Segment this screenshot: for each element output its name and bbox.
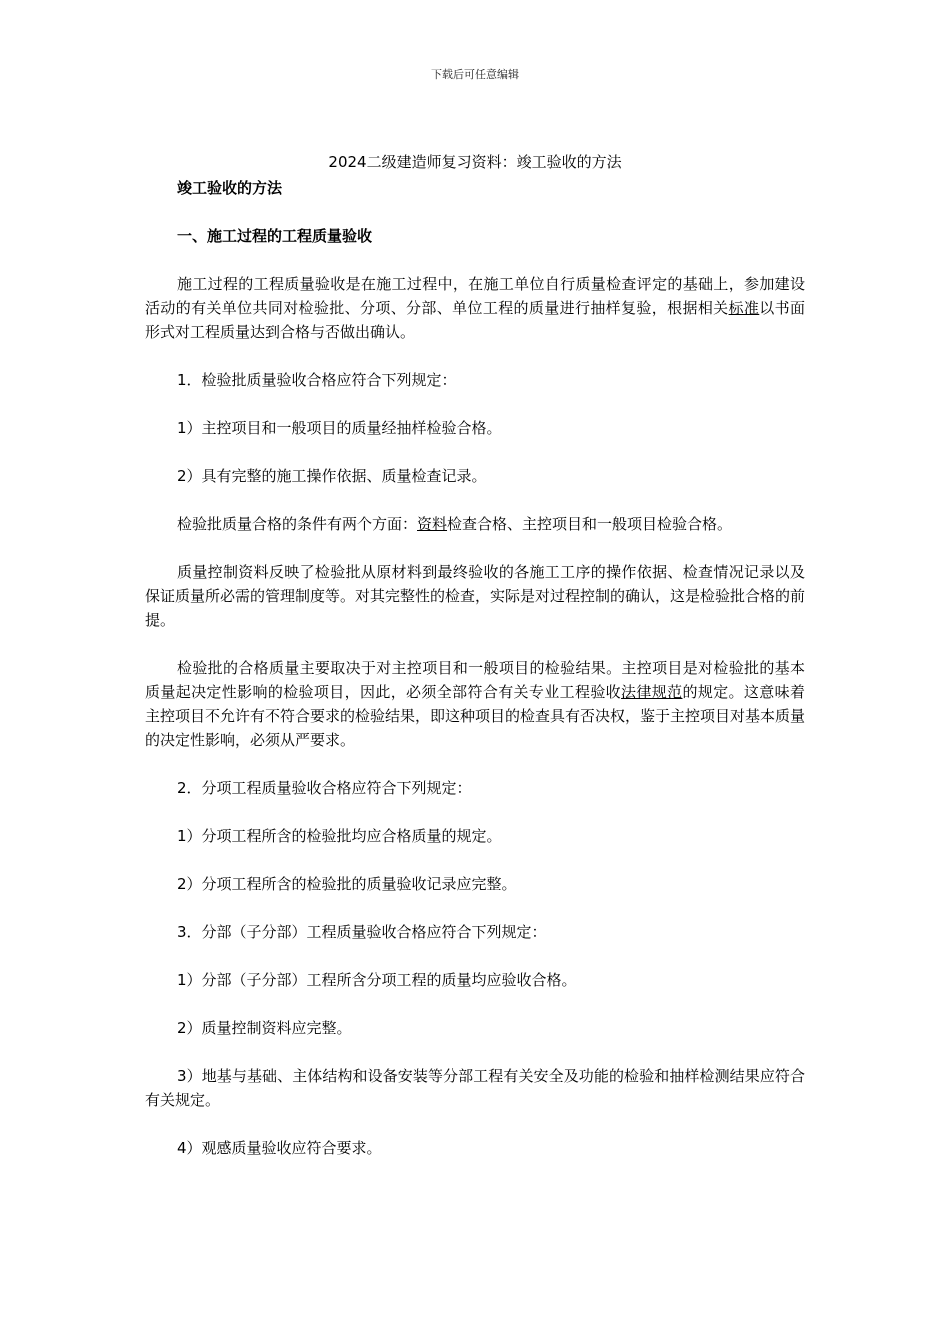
paragraph-intro (145, 272, 805, 344)
paragraph-main-control-decisive (145, 656, 805, 752)
heading-construction-process-acceptance: 一、施工过程的工程质量验收 (177, 227, 373, 245)
paragraph-text: 检验批的合格质量主要取决于对主控项目和一般项目的检验结果。主控项目是对检验批的基本质量起决定性影响的检验项目，因此，必须全部符合有关专业工程验收 (145, 659, 805, 701)
list-item-safety-function-tests: 3）地基与基础、主体结构和设备安装等分部工程有关安全及功能的检验和抽样检测结果应符合有关规定。 (145, 1067, 805, 1109)
page-header-note: 下载后可任意编辑 (431, 68, 519, 81)
list-item-appearance-quality: 4）观感质量验收应符合要求。 (177, 1139, 382, 1157)
link-laws-regulations[interactable]: 法律规范 (621, 683, 683, 701)
section-title: 竣工验收的方法 (177, 179, 283, 197)
paragraph-text: 检验批质量合格的条件有两个方面： (177, 515, 418, 533)
list-item-complete-records: 2）具有完整的施工操作依据、质量检查记录。 (177, 467, 487, 485)
paragraph-text: 检查合格、主控项目和一般项目检验合格。 (447, 515, 733, 533)
list-item-main-control-items: 1）主控项目和一般项目的质量经抽样检验合格。 (177, 419, 502, 437)
list-item-subitem-lots-qualified: 1）分项工程所含的检验批均应合格质量的规定。 (177, 827, 502, 845)
paragraph-text: 的规定。这意味着主控项目不允许有不符合要求的检验结果，即这种项目的检查具有否决权，鉴于主控项目对基本质量的决定性影响，必须从严要求。 (145, 683, 806, 749)
list-item-inspection-lot-rules: 1．检验批质量验收合格应符合下列规定： (177, 371, 457, 389)
paragraph-text: 施工过程的工程质量验收是在施工过程中，在施工单位自行质量检查评定的基础上，参加建设活动的有关单位共同对检验批、分项、分部、单位工程的质量进行抽样复验，根据相关 (145, 275, 805, 317)
paragraph-qualification-conditions (145, 512, 805, 536)
list-item-subitem-records-complete: 2）分项工程所含的检验批的质量验收记录应完整。 (177, 875, 517, 893)
document-body (145, 176, 805, 1184)
list-item-subitem-rules: 2．分项工程质量验收合格应符合下列规定： (177, 779, 472, 797)
list-item-division-rules: 3．分部（子分部）工程质量验收合格应符合下列规定： (177, 923, 547, 941)
document-title: 2024二级建造师复习资料：竣工验收的方法 (328, 153, 622, 171)
list-item-division-subitems-qualified: 1）分部（子分部）工程所含分项工程的质量均应验收合格。 (177, 971, 577, 989)
paragraph-quality-control-data: 质量控制资料反映了检验批从原材料到最终验收的各施工工序的操作依据、检查情况记录以及保证质量所必需的管理制度等。对其完整性的检查，实际是对过程控制的确认，这是检验批合格的前提。 (145, 563, 806, 629)
link-materials[interactable]: 资料 (417, 515, 448, 533)
link-standard[interactable]: 标准 (728, 299, 760, 317)
paragraph-text: 以书面形式对工程质量达到合格与否做出确认。 (145, 299, 805, 341)
list-item-quality-data-complete: 2）质量控制资料应完整。 (177, 1019, 352, 1037)
